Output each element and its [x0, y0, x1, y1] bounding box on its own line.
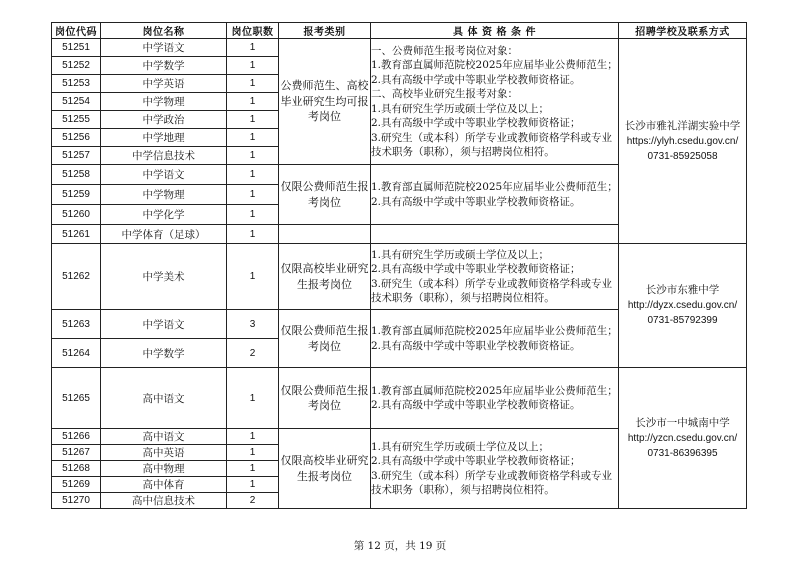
- requirement-line: 技术职务（职称），须与招聘岗位相符。: [371, 292, 555, 304]
- position-code: 51259: [52, 185, 101, 205]
- position-code: 51265: [52, 368, 101, 429]
- school-phone: 0731-86396395: [647, 447, 718, 459]
- school-contact-cell: [619, 39, 747, 244]
- position-count: 1: [227, 93, 279, 111]
- position-code: 51256: [52, 129, 101, 147]
- position-code: 51252: [52, 57, 101, 75]
- requirement-line: 1.具有研究生学历或硕士学位及以上；: [371, 248, 550, 261]
- requirement-line: 3.研究生（或本科）所学专业或教师资格学科或专业: [371, 469, 613, 482]
- requirement-line: 1.教育部直属师范院校2025年应届毕业公费师范生；: [371, 59, 618, 71]
- position-count: 1: [227, 461, 279, 477]
- exam-type-line: 考岗位: [308, 110, 341, 124]
- exam-type-line: 仅限公费师范生报: [280, 324, 369, 337]
- requirements-cell: [371, 244, 619, 310]
- position-code: 51263: [52, 310, 101, 339]
- position-code: 51262: [52, 244, 101, 310]
- position-code: 51255: [52, 111, 101, 129]
- header-type: 报考类别: [279, 23, 371, 39]
- position-code: 51267: [52, 445, 101, 461]
- position-count: 2: [227, 493, 279, 509]
- school-contact-cell: [619, 368, 747, 509]
- position-name: 高中语文: [101, 429, 227, 445]
- header-school: 招聘学校及联系方式: [619, 23, 747, 39]
- exam-type-cell: [279, 39, 371, 165]
- position-name: 高中英语: [101, 445, 227, 461]
- page-number-footer: 第 12 页，共 19 页: [353, 540, 447, 552]
- position-name: 中学物理: [101, 93, 227, 111]
- position-count: 1: [227, 477, 279, 493]
- position-count: 1: [227, 445, 279, 461]
- requirement-line: 2.具有高级中学或中等职业学校教师资格证；: [371, 117, 581, 129]
- exam-type-line: 考岗位: [308, 399, 341, 412]
- requirement-line: 2.具有高级中学或中等职业学校教师资格证；: [371, 263, 581, 275]
- requirement-line: 2.具有高级中学或中等职业学校教师资格证；: [371, 455, 581, 467]
- position-count: 1: [227, 147, 279, 165]
- position-name: 中学化学: [101, 205, 227, 225]
- exam-type-line: 公费师范生、高校: [280, 79, 369, 93]
- position-count: 1: [227, 429, 279, 445]
- position-code: 51260: [52, 205, 101, 225]
- requirements-cell: [371, 368, 619, 429]
- exam-type-line: 考岗位: [308, 195, 341, 209]
- table-row: [52, 39, 747, 57]
- position-name: 中学地理: [101, 129, 227, 147]
- exam-type-line: 仅限高校毕业研究: [280, 454, 369, 467]
- requirement-line: 二、高校毕业研究生报考对象：: [371, 88, 518, 100]
- exam-type-line: 生报考岗位: [297, 469, 352, 483]
- table-header-row: [52, 23, 747, 39]
- school-url: http://yzcn.csedu.gov.cn/: [627, 432, 738, 444]
- position-name: 中学英语: [101, 75, 227, 93]
- school-name: 长沙市一中城南中学: [635, 416, 730, 429]
- requirements-cell: [371, 165, 619, 225]
- position-name: 高中信息技术: [101, 493, 227, 509]
- requirements-cell-empty: [371, 225, 619, 244]
- requirement-line: 1.教育部直属师范院校2025年应届毕业公费师范生；: [371, 181, 618, 193]
- position-code: 51257: [52, 147, 101, 165]
- position-code: 51251: [52, 39, 101, 57]
- position-name: 中学语文: [101, 310, 227, 339]
- position-name: 中学体育（足球）: [101, 225, 227, 244]
- position-count: 3: [227, 310, 279, 339]
- requirement-line: 3.研究生（或本科）所学专业或教师资格学科或专业: [371, 131, 613, 144]
- requirement-line: 1.教育部直属师范院校2025年应届毕业公费师范生；: [371, 325, 618, 337]
- exam-type-cell: [279, 429, 371, 509]
- school-name: 长沙市东雅中学: [645, 284, 720, 296]
- exam-type-cell-empty: [279, 225, 371, 244]
- school-url: https://ylyh.csedu.gov.cn/: [626, 135, 739, 147]
- position-count: 1: [227, 244, 279, 310]
- position-count: 1: [227, 185, 279, 205]
- header-code: 岗位代码: [52, 23, 101, 39]
- position-name: 中学语文: [101, 165, 227, 185]
- exam-type-line: 仅限公费师范生报: [280, 383, 369, 397]
- requirement-line: 2.具有高级中学或中等职业学校教师资格证。: [371, 339, 581, 352]
- position-code: 51261: [52, 225, 101, 244]
- position-count: 2: [227, 339, 279, 368]
- position-name: 高中语文: [101, 368, 227, 429]
- position-count: 1: [227, 39, 279, 57]
- requirement-line: 技术职务（职称），须与招聘岗位相符。: [371, 484, 555, 496]
- table-row: [52, 244, 747, 310]
- position-name: 中学数学: [101, 339, 227, 368]
- requirement-line: 1.教育部直属师范院校2025年应届毕业公费师范生；: [371, 384, 618, 397]
- position-name: 高中物理: [101, 461, 227, 477]
- exam-type-cell: [279, 310, 371, 368]
- requirement-line: 2.具有高级中学或中等职业学校教师资格证。: [371, 73, 581, 86]
- school-url: http://dyzx.csedu.gov.cn/: [627, 300, 738, 311]
- position-count: 1: [227, 75, 279, 93]
- header-requirements: 具 体 资 格 条 件: [371, 23, 619, 39]
- requirements-cell: [371, 39, 619, 165]
- requirement-line: 2.具有高级中学或中等职业学校教师资格证。: [371, 195, 581, 208]
- requirements-cell: [371, 310, 619, 368]
- position-code: 51270: [52, 493, 101, 509]
- school-phone: 0731-85925058: [647, 150, 718, 162]
- header-name: 岗位名称: [101, 23, 227, 39]
- exam-type-cell: [279, 368, 371, 429]
- position-count: 1: [227, 225, 279, 244]
- position-name: 中学语文: [101, 39, 227, 57]
- position-count: 1: [227, 57, 279, 75]
- exam-type-cell: [279, 244, 371, 310]
- exam-type-line: 生报考岗位: [297, 277, 352, 291]
- position-name: 中学信息技术: [101, 147, 227, 165]
- position-code: 51254: [52, 93, 101, 111]
- requirement-line: 技术职务（职称），须与招聘岗位相符。: [371, 146, 555, 158]
- exam-type-cell: [279, 165, 371, 225]
- position-code: 51266: [52, 429, 101, 445]
- position-code: 51258: [52, 165, 101, 185]
- position-code: 51269: [52, 477, 101, 493]
- exam-type-line: 仅限高校毕业研究: [280, 262, 369, 275]
- position-count: 1: [227, 111, 279, 129]
- position-code: 51264: [52, 339, 101, 368]
- school-phone: 0731-85792399: [647, 315, 718, 326]
- position-name: 中学数学: [101, 57, 227, 75]
- exam-type-line: 仅限公费师范生报: [280, 180, 369, 193]
- position-name: 中学物理: [101, 185, 227, 205]
- position-code: 51268: [52, 461, 101, 477]
- table-row: [52, 368, 747, 429]
- exam-type-line: 毕业研究生均可报: [280, 94, 369, 108]
- requirement-line: 1.具有研究生学历或硕士学位及以上；: [371, 102, 550, 115]
- school-name: 长沙市雅礼洋湖实验中学: [624, 119, 741, 132]
- position-name: 中学美术: [101, 244, 227, 310]
- header-count: 岗位职数: [227, 23, 279, 39]
- position-name: 高中体育: [101, 477, 227, 493]
- position-name: 中学政治: [101, 111, 227, 129]
- school-contact-cell: [619, 244, 747, 368]
- position-count: 1: [227, 368, 279, 429]
- requirement-line: 2.具有高级中学或中等职业学校教师资格证。: [371, 399, 581, 411]
- requirement-line: 1.具有研究生学历或硕士学位及以上；: [371, 440, 550, 453]
- position-count: 1: [227, 165, 279, 185]
- positions-table: [51, 22, 747, 509]
- requirement-line: 3.研究生（或本科）所学专业或教师资格学科或专业: [371, 277, 613, 290]
- requirements-cell: [371, 429, 619, 509]
- position-code: 51253: [52, 75, 101, 93]
- position-count: 1: [227, 129, 279, 147]
- exam-type-line: 考岗位: [308, 339, 341, 353]
- requirement-line: 一、公费师范生报考岗位对象：: [371, 44, 518, 57]
- position-count: 1: [227, 205, 279, 225]
